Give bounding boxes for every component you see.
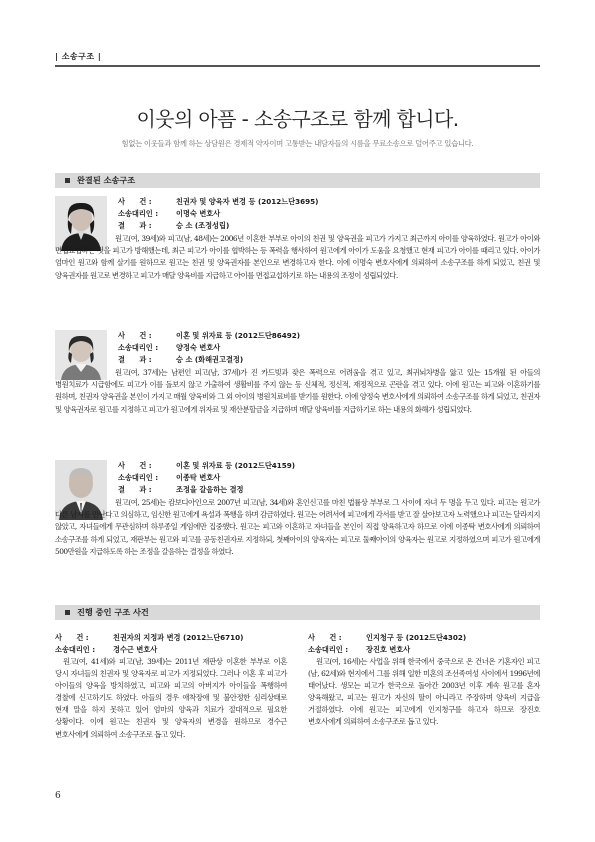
section-heading-text: 진행 중인 구조 사건 [77,607,149,617]
case-attorney: 경수근 변호사 [113,645,158,654]
header-section-tab: | 소송구조 | [55,52,102,61]
section-heading-completed [55,173,540,188]
case-body: 원고(여, 37세)는 남편인 피고(남, 37세)가 진 카드빚과 잦은 폭력으로 어려움을 겪고 있고, 최귀뇌차병을 앓고 있는 15개월 된 아들의 병원치료가 시급함에도 피고가 이를 돌보지 않고 가출하여 생활비를 주지 않는 등 신체적, 정신적, 재정적으로 곤란을 겪고 있다. 이에 원고는 피고와 이혼하기를 원하며, 친권자 양육권을 본인이 가지고 매월 양육비와 그 외 아이의 병원치료비를 받기를 원한다. 이에 양정숙 변호사에게 의뢰하여 소송구조를 하게 되었고, 친권자 및 양육권자로 원고를 지정하고 피고가 원고에게 위자료 및 재산분할금을 지급하며 매달 양육비를 지급하기로 하는 내용의 화해가 성립되었다. [55,368,540,414]
case-meta: 사 건 : 인지청구 등 (2012드단4302) 소송대리인 : 장진호 변호사 [308,633,467,654]
case-title: 친권자의 지정과 변경 (2012느단6710) [113,633,244,642]
page-number: 6 [55,791,61,801]
case-result: 승 소 (조정성립) [176,221,230,230]
case-body: 원고(여, 41세)와 피고(남, 39세)는 2011년 재판상 이혼한 부부로 이혼 당시 자녀들의 친권자 및 양육자로 피고가 지정되었다. 그러나 이혼 후 피고가 아이들의 양육을 방치하였고, 피고와 피고의 아버지가 아이들을 폭행하여 경찰에 신고하기도 하였다. 아들의 경우 애착장애 및 불안정한 심리상태로 현재 말을 하지 못하고 있어 엄마의 양육과 치료가 절대적으로 필요한 상황이다. 이에 원고는 친권자 및 양육자의 변경을 원하므로 경수근 변호사에게 의뢰하여 소송구조로 돕고 있다. [55,657,287,739]
case-body: 원고(여, 16세)는 사업을 위해 한국에서 중국으로 온 건너온 기혼자인 피고(남, 62세)와 현지에서 그를 위해 일한 미혼의 조선족여성 사이에서 1996년에 태어났다. 생모는 피고가 한국으로 돌아간 2003년 이후 계속 원고를 혼자 양육해왔고, 피고는 원고가 자신의 딸이 아니라고 주장하며 양육비 지급을 거절하였다. 이에 원고는 피고에게 인지청구를 하고자 하므로 장진호 변호사에게 의뢰하여 소송구조로 돕고 있다. [308,657,540,727]
case-meta: 사 건 : 이혼 및 위자료 등 (2012드단86492) 소송대리인 : 양정숙 변호사 결 과 : 승 소 (화해권고결정) [118,331,301,364]
case-attorney: 장진호 변호사 [366,645,411,654]
case-result: 조정을 갈음하는 결정 [176,485,244,494]
case-result: 승 소 (화해권고결정) [176,355,244,364]
case-meta: 사 건 : 친권자 및 양육자 변경 등 (2012느단3695) 소송대리인 : 이명숙 변호사 결 과 : 승 소 (조정성립) [118,197,319,230]
case-title: 이혼 및 위자료 등 (2012드단86492) [176,331,301,340]
ongoing-case-1 [55,632,287,741]
section-bullet-icon [65,178,70,183]
section-bullet-icon [65,610,70,615]
ongoing-case-2 [308,632,540,729]
case-attorney: 양정숙 변호사 [176,343,221,352]
page-title: 이웃의 아픔 - 소송구조로 함께 합니다. [136,107,459,131]
section-heading-text: 완결된 소송구조 [77,175,136,185]
case-meta: 사 건 : 친권자의 지정과 변경 (2012느단6710) 소송대리인 : 경수근 변호사 [55,633,244,654]
case-title: 인지청구 등 (2012드단4302) [366,633,467,642]
section-heading-ongoing [55,605,540,620]
case-body: 원고(여, 39세)와 피고(남, 48세)는 2006년 이혼한 부부로 아이의 친권 및 양육권을 피고가 가지고 최근까지 아이를 양육하였다. 원고가 아이와 면접교섭하는 것을 피고가 방해했는데, 최근 피고가 아이를 협박하는 등 폭력을 행사하여 원고에게 아이가 도움을 요청했고 현재 피고가 아이를 때리고 있다. 아이가 엄마인 원고와 함께 살기를 원하므로 원고는 친권 및 양육권자를 본인으로 변경하고자 한다. 이에 이명숙 변호사에게 의뢰하여 소송구조를 하게 되었고, 친권 및 양육권자를 원고로 변경하고 피고가 매달 양육비를 지급하고 아이를 면접교섭하기로 하는 내용의 조정이 성립되었다. [55,234,540,280]
case-title: 이혼 및 위자료 등 (2012드단4159) [176,461,296,470]
page-subtitle: 힘없는 이웃들과 함께 하는 상담원은 경제적 약자이며 고통받는 내담자들의 시름을 무료소송으로 덜어주고 있습니다. [121,139,474,148]
case-body: 원고(여, 25세)는 캄보디아인으로 2007년 피고(남, 34세)와 혼인신고를 마친 법률상 부부로 그 사이에 자녀 두 명을 두고 있다. 피고는 원고가 다른 남자를 만난다고 의심하고, 임신한 원고에게 욕설과 폭행을 하며 감금하였다. 원고는 어려서에 피고에게 각서를 받고 잘 살아보고자 노력했으나 피고는 달라지지 않았고, 자녀들에게 무관심하며 하루종일 게임에만 집중했다. 원고는 피고와 이혼하고 자녀들을 본인이 직접 양육하고자 하므로 이에 이종탁 변호사에게 의뢰하여 소송구조를 하게 되었고, 재판부는 원고와 피고를 공동친권자로 지정하되, 첫째아이의 양육자는 피고로 둘째아이의 양육자는 원고로 지정하였으며 피고가 원고에게 500만원을 지급하도록 하는 조정을 갈음하는 결정을 하였다. [55,498,540,556]
case-attorney: 이명숙 변호사 [176,209,221,218]
case-title: 친권자 및 양육자 변경 등 (2012느단3695) [176,197,319,206]
case-attorney: 이종탁 변호사 [176,473,221,482]
case-meta: 사 건 : 이혼 및 위자료 등 (2012드단4159) 소송대리인 : 이종탁 변호사 결 과 : 조정을 갈음하는 결정 [118,461,296,494]
header-rule [55,65,540,67]
